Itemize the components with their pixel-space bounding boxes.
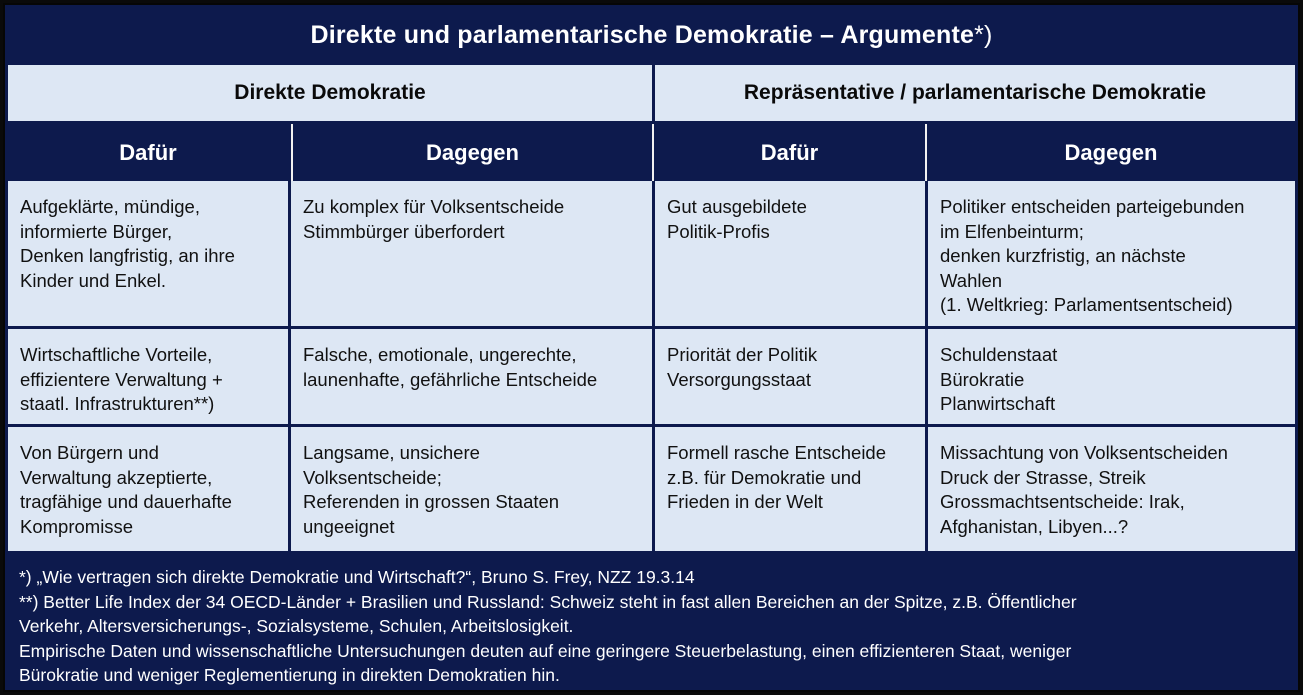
text-line: Aufgeklärte, mündige, <box>20 196 200 217</box>
text-line: tragfähige und dauerhafte <box>20 491 232 512</box>
title-main: Direkte und parlamentarische Demokratie – Argumente <box>310 20 975 49</box>
text-line: Formell rasche Entscheide <box>667 442 887 463</box>
row3-rep-con <box>928 427 1295 551</box>
row2-direct-con <box>291 329 652 424</box>
text-line: launenhafte, gefährliche Entscheide <box>303 368 598 390</box>
text-line: Kompromisse <box>20 515 134 537</box>
text-line: Zu komplex für Volksentscheide <box>303 196 565 217</box>
text-line: im Elfenbeinturm; <box>940 220 1084 242</box>
text-line: Stimmbürger überfordert <box>303 220 505 242</box>
subheader-rep-pro <box>652 124 925 181</box>
text-line: Kinder und Enkel. <box>20 269 167 291</box>
title-suffix: *) <box>974 20 993 49</box>
text-line: Volksentscheide; <box>303 466 442 488</box>
footnote-line: **) Better Life Index der 34 OECD-Länder + Brasilien und Russland: Schweiz steht in fast allen Bereichen an der Spitze, z.B. Öffentlicher <box>19 591 1077 612</box>
table-frame <box>3 3 1300 692</box>
subheader-direct-pro-label: Dafür <box>119 139 177 165</box>
text-line: Afghanistan, Libyen...? <box>940 515 1129 537</box>
subheader-rep-pro-label: Dafür <box>760 139 819 165</box>
text-line: Verwaltung akzeptierte, <box>20 466 213 488</box>
text-line: Referenden in grossen Staaten <box>303 491 560 512</box>
row1-rep-pro <box>655 181 925 326</box>
subheader-rep-con <box>925 124 1295 181</box>
row1-rep-con <box>928 181 1295 326</box>
text-line: Wirtschaftliche Vorteile, <box>20 344 213 365</box>
footnote-line: *) „Wie vertragen sich direkte Demokratie und Wirtschaft?“, Bruno S. Frey, NZZ 19.3.14 <box>19 567 695 587</box>
row3-direct-pro <box>8 427 288 551</box>
subheader-direct-con <box>291 124 652 181</box>
page-title <box>5 5 1298 65</box>
row1-direct-pro <box>8 181 288 326</box>
text-line: Wahlen <box>940 269 1003 291</box>
text-line: Schuldenstaat <box>940 344 1058 365</box>
section-representative <box>655 65 1295 121</box>
subheader-rep-con-label: Dagegen <box>1064 139 1158 165</box>
text-line: Versorgungsstaat <box>667 368 811 390</box>
text-line: effizientere Verwaltung + <box>20 368 223 390</box>
text-line: Bürokratie <box>940 368 1025 390</box>
text-line: Denken langfristig, an ihre <box>20 245 235 266</box>
text-line: Falsche, emotionale, ungerechte, <box>303 344 577 365</box>
row3-direct-con <box>291 427 652 551</box>
text-line: Missachtung von Volksentscheiden <box>940 442 1228 463</box>
row2-rep-pro <box>655 329 925 424</box>
text-line: Von Bürgern und <box>20 442 159 463</box>
row2-rep-con <box>928 329 1295 424</box>
subheader-direct-pro <box>8 124 288 181</box>
subheader-direct-con-label: Dagegen <box>426 139 519 165</box>
section-direct <box>8 65 652 121</box>
text-line: ungeeignet <box>303 515 395 537</box>
text-line: Gut ausgebildete <box>667 196 807 217</box>
text-line: (1. Weltkrieg: Parlamentsentscheid) <box>940 294 1233 315</box>
footnotes <box>19 565 1289 688</box>
text-line: staatl. Infrastrukturen**) <box>20 393 215 414</box>
footnote-line: Verkehr, Altersversicherungs-, Sozialsysteme, Schulen, Arbeitslosigkeit. <box>19 616 574 636</box>
footnote-line: Empirische Daten und wissenschaftliche Untersuchungen deuten auf eine geringere Steuerbelastung, einen effizienteren Staat, weniger <box>19 640 1072 661</box>
text-line: z.B. für Demokratie und <box>667 466 862 488</box>
section-direct-label: Direkte Demokratie <box>234 81 426 104</box>
text-line: Politik-Profis <box>667 220 770 242</box>
text-line: Frieden in der Welt <box>667 491 823 512</box>
text-line: Grossmachtsentscheide: Irak, <box>940 491 1185 512</box>
text-line: Langsame, unsichere <box>303 442 480 463</box>
text-line: Druck der Strasse, Streik <box>940 466 1146 488</box>
row2-direct-pro <box>8 329 288 424</box>
section-representative-label: Repräsentative / parlamentarische Demokratie <box>743 81 1207 104</box>
text-line: denken kurzfristig, an nächste <box>940 245 1186 266</box>
row1-direct-con <box>291 181 652 326</box>
row3-rep-pro <box>655 427 925 551</box>
text-line: Planwirtschaft <box>940 393 1056 414</box>
text-line: Politiker entscheiden parteigebunden <box>940 196 1245 217</box>
text-line: Priorität der Politik <box>667 344 818 365</box>
text-line: informierte Bürger, <box>20 220 173 242</box>
footnote-line: Bürokratie und weniger Reglementierung in direkten Demokratien hin. <box>19 665 560 685</box>
